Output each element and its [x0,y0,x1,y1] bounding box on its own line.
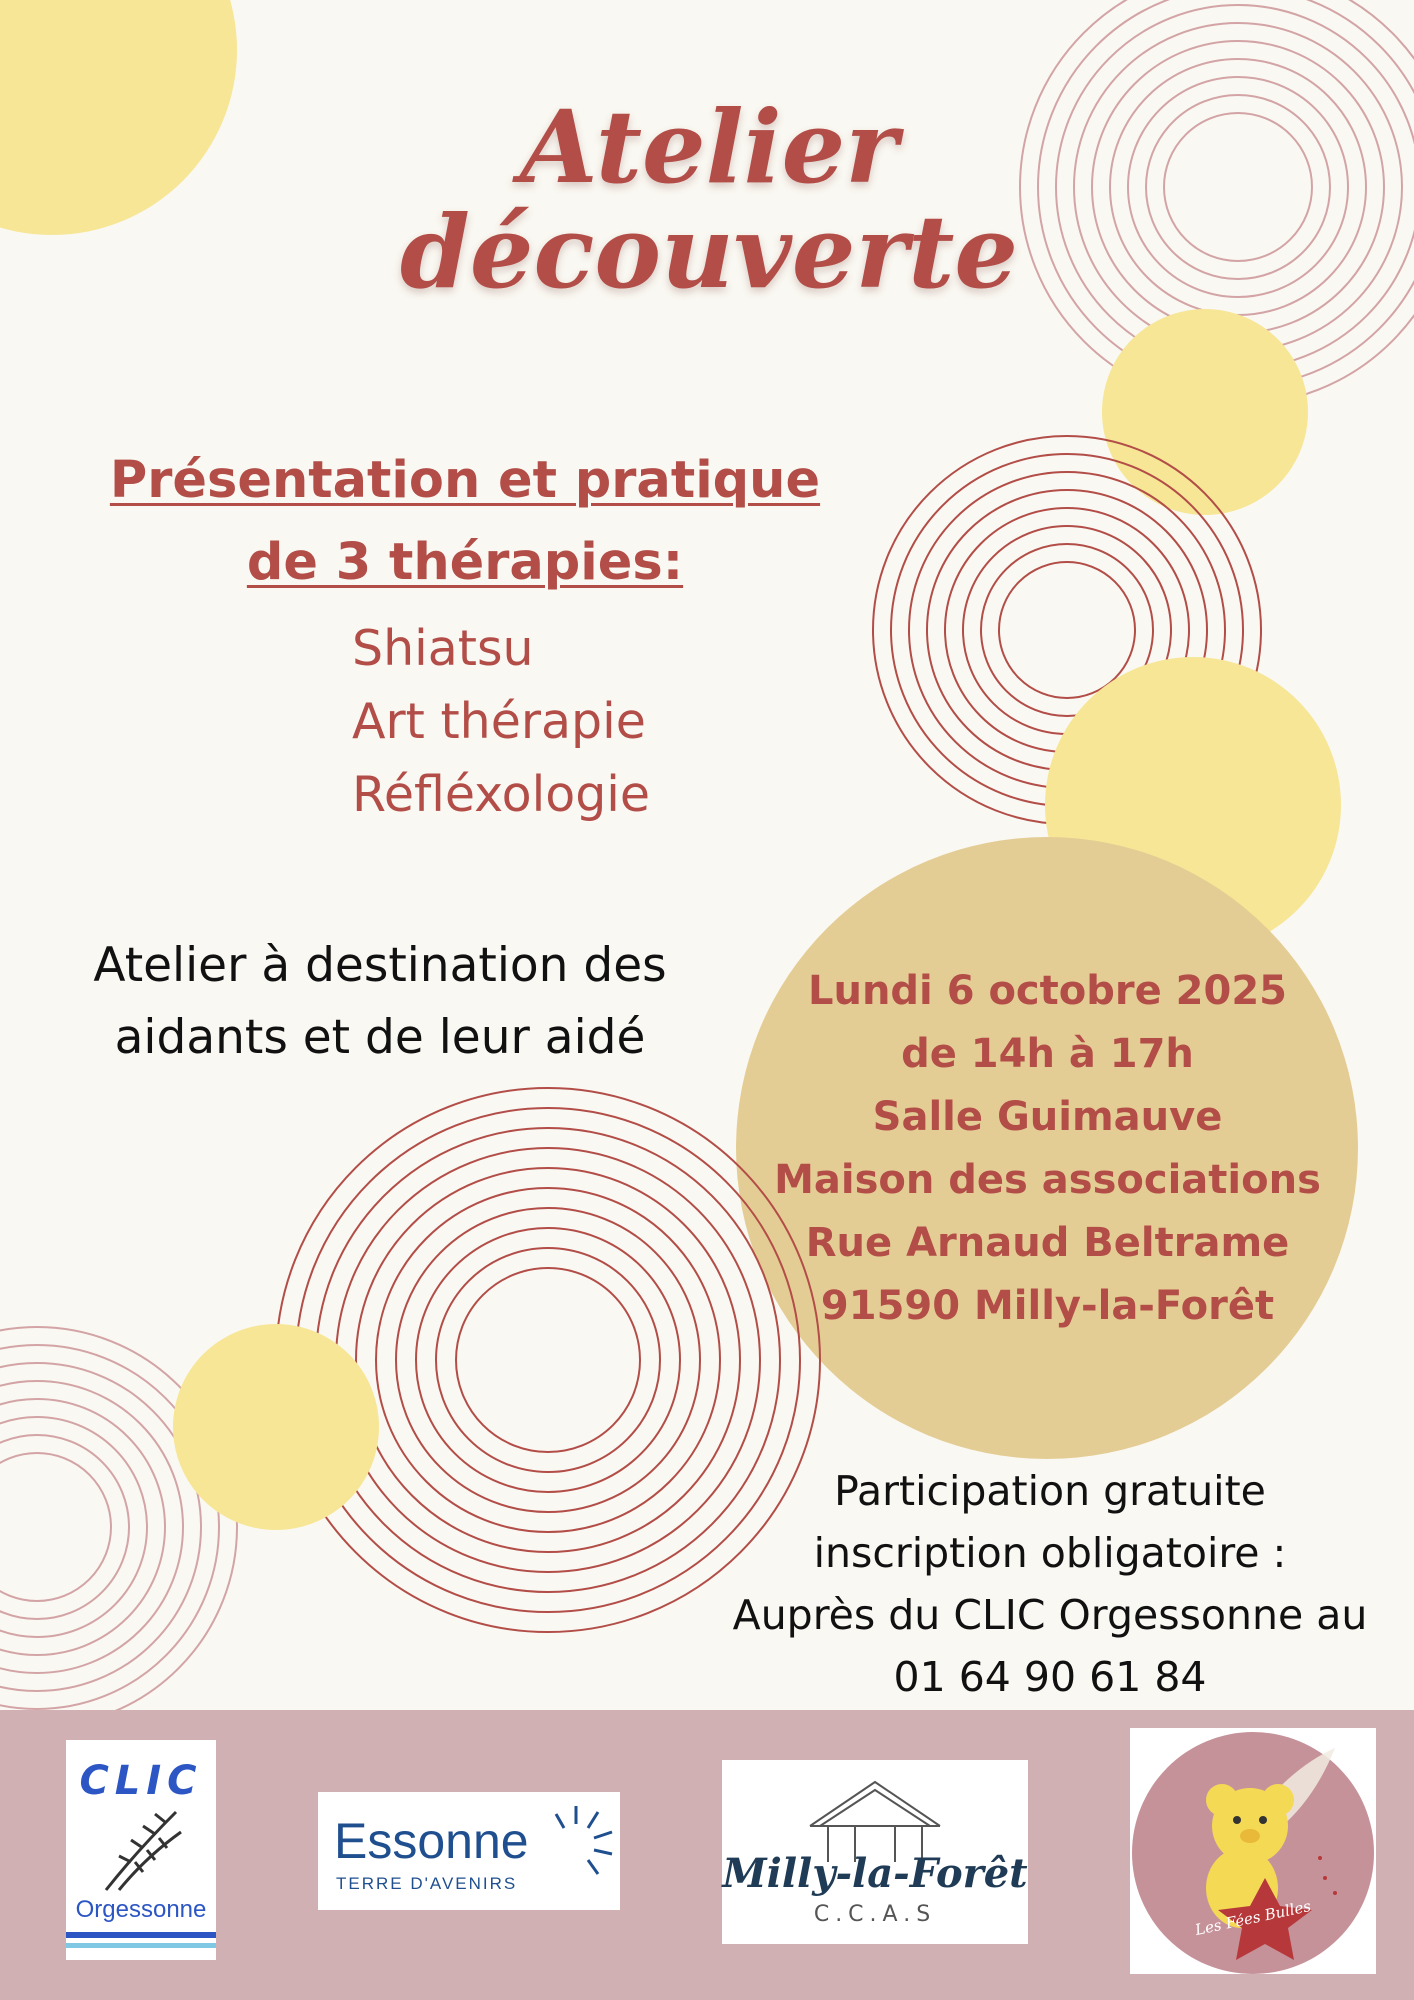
event-venue: Maison des associations [774,1157,1321,1203]
clic-logo-subtitle: Orgessonne [75,1896,207,1923]
therapy-item: Shiatsu [352,620,534,677]
milly-logo-text: Milly-la-Forêt [722,1850,1028,1897]
therapy-item: Art thérapie [352,693,646,750]
audience-line-1: Atelier à destination des [93,938,667,993]
event-room: Salle Guimauve [872,1094,1223,1140]
milly-logo-subtitle: C.C.A.S [813,1902,937,1927]
registration-info [700,1460,1400,1708]
title-line-1: Atelier [520,88,898,206]
registration-line-1: Participation gratuite [834,1467,1266,1515]
sun-icon [536,1802,616,1882]
clic-logo-stripe [66,1932,216,1938]
therapy-item: Réfléxologie [352,766,651,823]
therapy-list [352,612,650,831]
registration-line-3: Auprès du CLIC Orgessonne au [732,1591,1368,1639]
clic-logo-text: CLIC [79,1758,203,1804]
title-line-2: découverte [399,193,1019,311]
wheat-icon [91,1802,191,1894]
essonne-logo-text: Essonne [334,1813,529,1869]
milly-la-foret-ccas-logo [722,1760,1028,1944]
audience-line-2: aidants et de leur aidé [114,1010,646,1065]
event-time: de 14h à 17h [901,1031,1194,1077]
essonne-logo [318,1792,620,1910]
event-date: Lundi 6 octobre 2025 [807,968,1287,1014]
yellow-circle-left [173,1324,379,1530]
page-title [0,88,1414,311]
fees-logo-text: Les Fées Bulles [1193,1896,1313,1940]
fees-bulles-logo [1130,1728,1376,1974]
event-city: 91590 Milly-la-Forêt [820,1283,1275,1329]
intro-line-1: Présentation et pratique [109,451,821,510]
teddy-bear-star-icon [1130,1728,1376,1974]
intro-line-2: de 3 thérapies: [246,533,684,592]
event-street: Rue Arnaud Beltrame [805,1220,1290,1266]
clic-orgessonne-logo [66,1740,216,1960]
essonne-logo-tagline: TERRE D'AVENIRS [336,1874,518,1893]
registration-line-2: inscription obligatoire : [813,1529,1287,1577]
audience-text [60,930,700,1074]
yellow-circle-right-top [1102,309,1308,515]
event-details [735,960,1360,1338]
clic-logo-stripe [66,1943,216,1948]
phone-number: 01 64 90 61 84 [893,1653,1207,1701]
intro-heading [95,440,835,604]
